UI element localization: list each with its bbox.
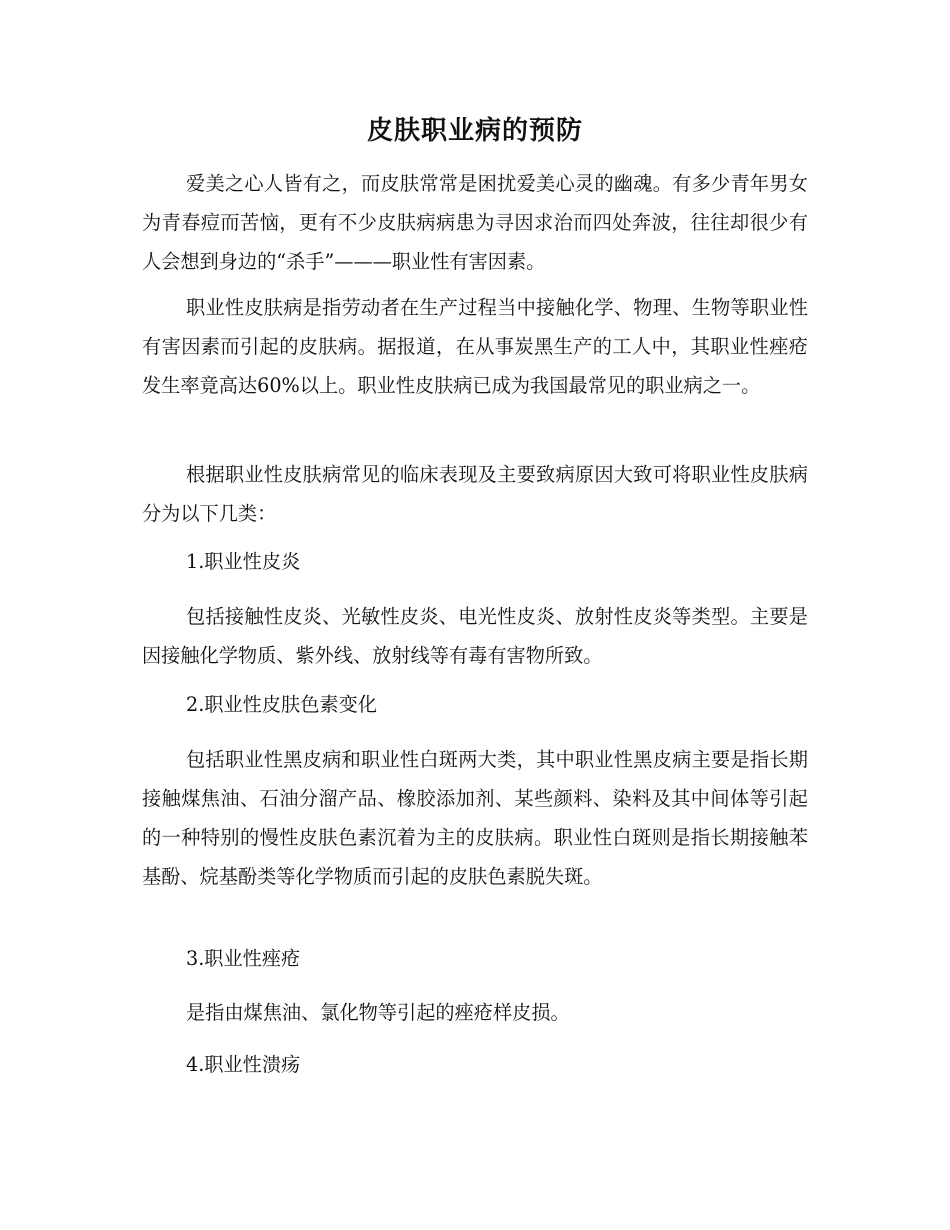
heading-acne: 3.职业性痤疮 [186,947,301,970]
paragraph-classification: 根据职业性皮肤病常见的临床表现及主要致病原因大致可将职业性皮肤病分为以下几类： [142,463,808,525]
heading-pigmentation: 2.职业性皮肤色素变化 [186,693,377,716]
heading-ulcer: 4.职业性溃疡 [186,1053,301,1076]
paragraph-dermatitis: 包括接触性皮炎、光敏性皮炎、电光性皮炎、放射性皮炎等类型。主要是因接触化学物质、紫外线、放射线等有毒有害物所致。 [142,605,808,667]
paragraph-intro: 爱美之心人皆有之，而皮肤常常是困扰爱美心灵的幽魂。有多少青年男女为青春痘而苦恼，更有不少皮肤病病患为寻因求治而四处奔波，往往却很少有人会想到身边的“杀手”———职业性有害因素。 [142,172,808,273]
paragraph-definition: 职业性皮肤病是指劳动者在生产过程当中接触化学、物理、生物等职业性有害因素而引起的皮肤病。据报道，在从事炭黑生产的工人中，其职业性痤疮发生率竟高达60%以上。职业性皮肤病已成为我国最常见的职业病之一。 [142,296,808,397]
heading-dermatitis: 1.职业性皮炎 [186,550,301,573]
paragraph-pigmentation: 包括职业性黑皮病和职业性白斑两大类，其中职业性黑皮病主要是指长期接触煤焦油、石油分溜产品、橡胶添加剂、某些颜料、染料及其中间体等引起的一种特别的慢性皮肤色素沉着为主的皮肤病。职业性白斑则是指长期接触苯基酚、烷基酚类等化学物质而引起的皮肤色素脱失斑。 [142,748,808,888]
paragraph-acne: 是指由煤焦油、氯化物等引起的痤疮样皮损。 [186,1001,570,1024]
page-title: 皮肤职业病的预防 [366,116,583,146]
